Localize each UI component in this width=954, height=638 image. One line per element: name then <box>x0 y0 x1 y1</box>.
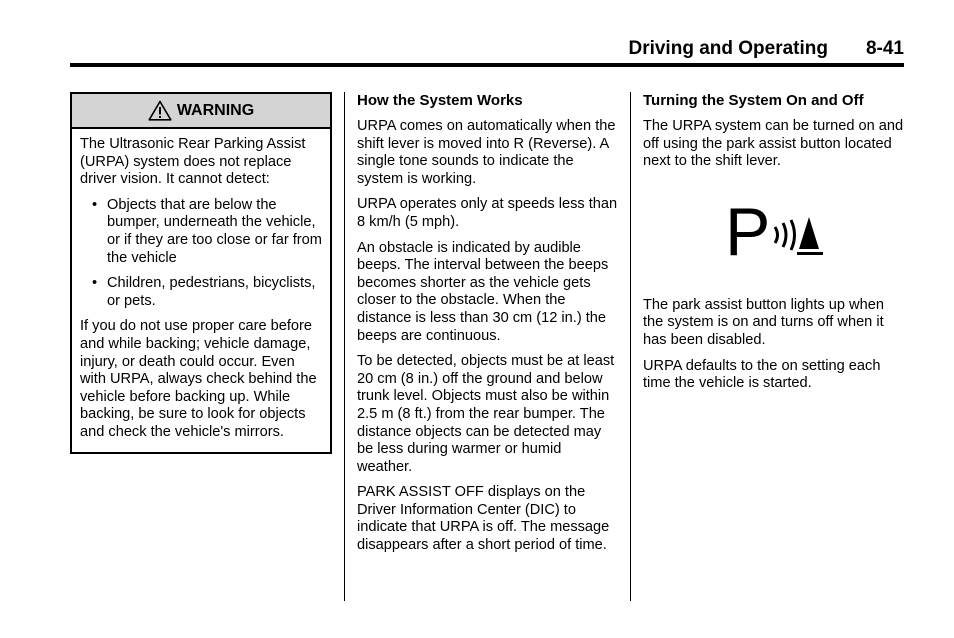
list-item <box>80 275 322 310</box>
section-heading: How the System Works <box>357 92 523 109</box>
column-divider <box>344 92 345 601</box>
list-item-text: Objects that are below the bumper, underneath the vehicle, or if they are too close or far from the vehicle <box>107 196 322 266</box>
bullet-dot: • <box>92 196 98 213</box>
bullet-dot: • <box>92 275 98 292</box>
paragraph: The URPA system can be turned on and off using the park assist button located next to the shift lever. <box>643 118 904 170</box>
paragraph: URPA comes on automatically when the shift lever is moved into R (Reverse). A single tone sounds to indicate the system is working. <box>357 118 616 187</box>
paragraph: PARK ASSIST OFF displays on the Driver Information Center (DIC) to indicate that URPA is off. The message disappears after a short period of time. <box>357 484 610 554</box>
paragraph: URPA defaults to the on setting each time the vehicle is started. <box>643 357 881 392</box>
header-rule <box>70 63 904 67</box>
warning-outro: If you do not use proper care before and while backing; vehicle damage, injury, or death could occur. Even with URPA, always check behind the vehicle before backing up. While backing, be sure to look for objects and check the vehicle's mirrors. <box>80 318 317 440</box>
warning-body <box>72 129 330 452</box>
warning-label: WARNING <box>176 101 255 119</box>
section-heading: Turning the System On and Off <box>643 92 864 109</box>
park-assist-icon <box>643 199 905 265</box>
warning-box <box>70 92 332 454</box>
warning-intro: The Ultrasonic Rear Parking Assist (URPA) system does not replace driver vision. It cannot detect: <box>80 136 306 188</box>
page-number: 8-41 <box>865 38 904 59</box>
list-item <box>80 197 322 267</box>
warning-header <box>72 94 330 129</box>
column-divider <box>630 92 631 601</box>
list-item-text: Children, pedestrians, bicyclists, or pets. <box>107 275 316 309</box>
paragraph: URPA operates only at speeds less than 8 km/h (5 mph). <box>357 196 618 230</box>
section-title: Driving and Operating <box>628 38 828 59</box>
paragraph: An obstacle is indicated by audible beeps. The interval between the beeps becomes shorter as the vehicle gets closer to the obstacle. When the distance is less than 30 cm (12 in.) the beeps are continuous. <box>357 239 609 344</box>
warning-bullet-list <box>80 197 322 311</box>
column-how-it-works <box>357 92 619 563</box>
page-header <box>70 38 904 62</box>
park-assist-glyph: P <box>725 198 771 265</box>
paragraph: To be detected, objects must be at least 20 cm (8 in.) off the ground and below trunk level. Objects must also be within 2.5 m (8 ft.) from the rear bumper. The distance objects can be detected may be less during warmer or humid weather. <box>357 353 615 475</box>
column-warning <box>70 92 332 454</box>
paragraph: The park assist button lights up when the system is on and turns off when it has been disabled. <box>643 296 884 348</box>
warning-triangle-icon <box>148 100 172 121</box>
column-on-off <box>643 92 905 401</box>
